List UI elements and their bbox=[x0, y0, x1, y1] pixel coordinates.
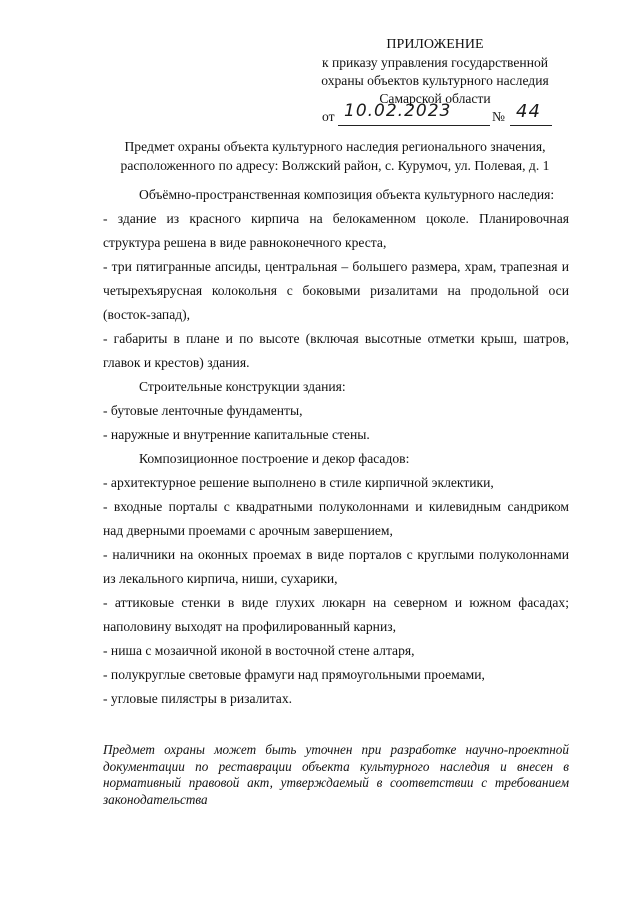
list-item: - габариты в плане и по высоте (включая высотные отметки крыш, шатров, главок и крестов) здания. bbox=[103, 331, 569, 370]
appendix-line-1: к приказу управления государственной bbox=[321, 55, 549, 70]
list-item: - бутовые ленточные фундаменты, bbox=[103, 403, 303, 418]
section-heading: Композиционное построение и декор фасадов: bbox=[139, 451, 410, 466]
order-date-number-line bbox=[322, 103, 552, 129]
list-item: - угловые пилястры в ризалитах. bbox=[103, 691, 293, 706]
order-number-handwritten: 44 bbox=[516, 101, 541, 122]
list-item: - три пятигранные апсиды, центральная – большего размера, храм, трапезная и четырехъярусная колокольня с боковыми ризалитами на продольной оси (восток-запад), bbox=[103, 259, 569, 322]
italic-note: Предмет охраны может быть уточнен при разработке научно-проектной документации по реставрации объекта культурного наследия и внесен в нормативный правовой акт, утверждаемый в соответствии с требованием законодательства bbox=[103, 742, 569, 807]
subject-line-2: расположенного по адресу: Волжский район, с. Курумоч, ул. Полевая, д. 1 bbox=[120, 158, 550, 173]
list-item: - архитектурное решение выполнено в стиле кирпичной эклектики, bbox=[103, 475, 494, 490]
order-date-field bbox=[338, 103, 490, 126]
list-item: - ниша с мозаичной иконой в восточной стене алтаря, bbox=[103, 643, 415, 658]
number-label: № bbox=[492, 109, 505, 124]
from-label: от bbox=[322, 109, 335, 124]
list-item: - полукруглые световые фрамуги над прямоугольными проемами, bbox=[103, 667, 485, 682]
order-date-handwritten: 10.02.2023 bbox=[344, 101, 452, 121]
appendix-header bbox=[300, 36, 570, 108]
appendix-line-3: Самарской области bbox=[379, 91, 491, 106]
appendix-line-2: охраны объектов культурного наследия bbox=[321, 73, 549, 88]
section-heading: Объёмно-пространственная композиция объекта культурного наследия: bbox=[139, 187, 555, 202]
subject-title bbox=[100, 137, 570, 175]
list-item: - наличники на оконных проемах в виде порталов с круглыми полуколоннами из лекального кирпича, ниши, сухарики, bbox=[103, 547, 569, 586]
document-body bbox=[103, 183, 569, 711]
list-item: - аттиковые стенки в виде глухих люкарн на северном и южном фасадах; наполовину выходят на профилированный карниз, bbox=[103, 595, 569, 634]
list-item: - входные порталы с квадратными полуколоннами и килевидным сандриком над дверными проемами с арочным завершением, bbox=[103, 499, 569, 538]
appendix-title: ПРИЛОЖЕНИЕ bbox=[386, 37, 484, 52]
section-heading: Строительные конструкции здания: bbox=[139, 379, 346, 394]
list-item: - здание из красного кирпича на белокаменном цоколе. Планировочная структура решена в виде равноконечного креста, bbox=[103, 211, 569, 250]
order-number-field bbox=[510, 103, 552, 126]
subject-line-1: Предмет охраны объекта культурного наследия регионального значения, bbox=[124, 139, 546, 154]
list-item: - наружные и внутренние капитальные стены. bbox=[103, 427, 370, 442]
